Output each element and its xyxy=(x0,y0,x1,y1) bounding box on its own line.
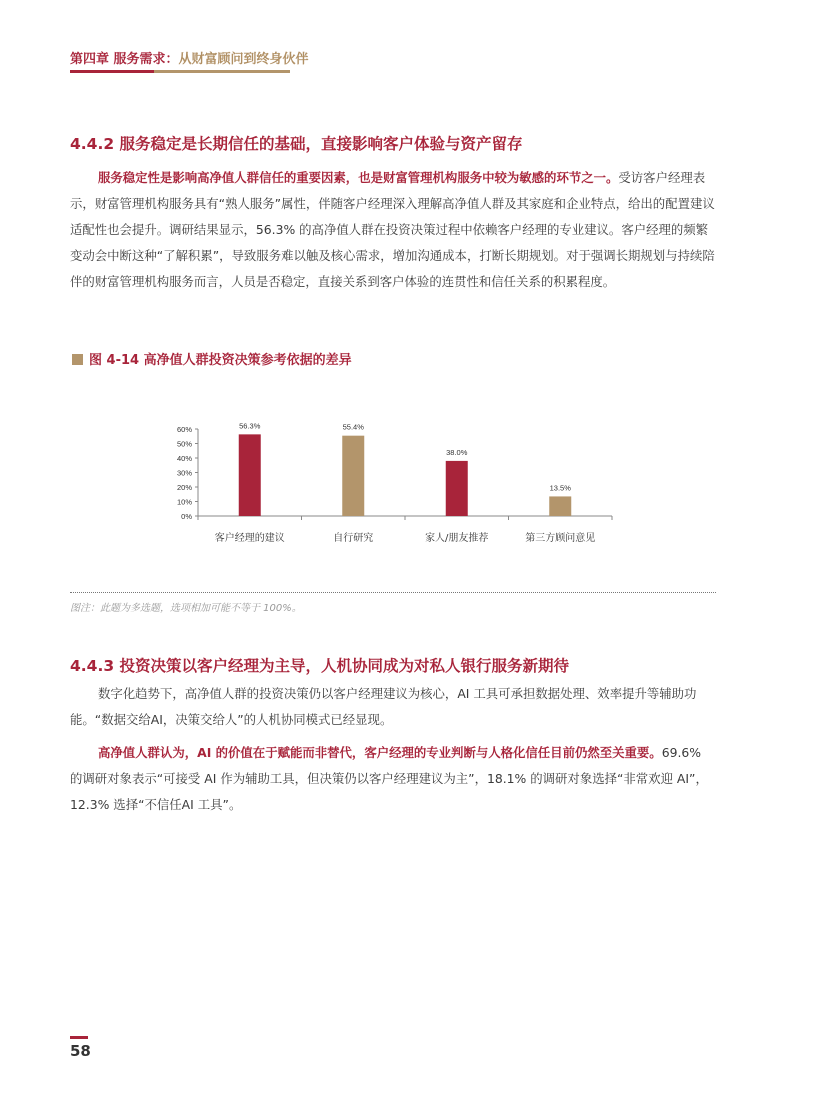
section-4-4-3-paragraph-1: 数字化趋势下，高净值人群的投资决策仍以客户经理建议为核心，AI 工具可承担数据处理、效率提升等辅助功能。“数据交给AI，决策交给人”的人机协同模式已经显现。 xyxy=(70,686,697,727)
header-rule-red xyxy=(70,70,154,73)
chapter-label: 第四章 服务需求： xyxy=(70,52,179,67)
section-heading-4-4-3: 4.4.3 投资决策以客户经理为主导，人机协同成为对私人银行服务新期待 xyxy=(70,657,570,675)
bar xyxy=(239,434,261,516)
data-label: 55.4% xyxy=(342,422,364,432)
bar-chart xyxy=(150,410,630,560)
x-tick-label: 家人/朋友推荐 xyxy=(425,533,489,544)
y-tick-label: 10% xyxy=(176,497,192,507)
emphasis-text: 服务稳定性是影响高净值人群信任的重要因素，也是财富管理机构服务中较为敏感的环节之一。 xyxy=(98,170,619,185)
body-text: 受访客户经理表示，财富管理机构服务具有“熟人服务”属性，伴随客户经理深入理解高净值人群及其家庭和企业特点，给出的配置建议适配性也会提升。调研结果显示，56.3% 的高净值人群在投资决策过程中依赖客户经理的专业建议。客户经理的频繁变动会中断这种“了解积累”，导致服务难以触及核心需求，增加沟通成本，打断长期规划。对于强调长期规划与持续陪伴的财富管理机构服务而言，人员是否稳定，直接关系到客户体验的连贯性和信任关系的积累程度。 xyxy=(70,170,715,289)
section-4-4-3-paragraph-2 xyxy=(70,740,716,818)
y-tick-label: 40% xyxy=(176,454,192,463)
y-tick-label: 60% xyxy=(176,425,192,434)
figure-divider xyxy=(70,592,716,593)
emphasis-text: 高净值人群认为，AI 的价值在于赋能而非替代，客户经理的专业判断与人格化信任目前仍然至关重要。 xyxy=(98,745,662,760)
figure-marker xyxy=(72,354,83,365)
data-label: 38.0% xyxy=(446,447,468,457)
page-number-rule xyxy=(70,1036,88,1039)
y-tick-label: 50% xyxy=(176,439,192,449)
data-label: 13.5% xyxy=(549,483,571,493)
chapter-subtitle: 从财富顾问到终身伙伴 xyxy=(178,52,309,67)
figure-title-text: 图 4-14 高净值人群投资决策参考依据的差异 xyxy=(89,353,352,368)
x-tick-label: 自行研究 xyxy=(333,533,374,544)
y-tick-label: 0% xyxy=(181,512,192,521)
bar xyxy=(342,436,364,516)
figure-note: 图注：此题为多选题，选项相加可能不等于 100%。 xyxy=(70,603,302,614)
x-tick-label: 第三方顾问意见 xyxy=(525,533,596,544)
section-4-4-2-paragraph xyxy=(70,165,716,295)
y-tick-label: 20% xyxy=(176,483,192,492)
body-text: 69.6% 的调研对象表示“可接受 AI 作为辅助工具，但决策仍以客户经理建议为主”，18.1% 的调研对象选择“非常欢迎 AI”，12.3% 选择“不信任AI 工具”。 xyxy=(70,745,708,812)
bar xyxy=(446,461,468,516)
header-rule-gold xyxy=(154,70,290,73)
y-tick-label: 30% xyxy=(176,468,192,478)
bar xyxy=(549,496,571,516)
figure-title xyxy=(72,349,352,368)
chapter-header xyxy=(70,48,309,67)
page-number: 58 xyxy=(70,1042,91,1060)
x-tick-label: 客户经理的建议 xyxy=(214,533,285,544)
section-heading-4-4-2: 4.4.2 服务稳定是长期信任的基础，直接影响客户体验与资产留存 xyxy=(70,135,523,153)
data-label: 56.3% xyxy=(239,421,261,431)
